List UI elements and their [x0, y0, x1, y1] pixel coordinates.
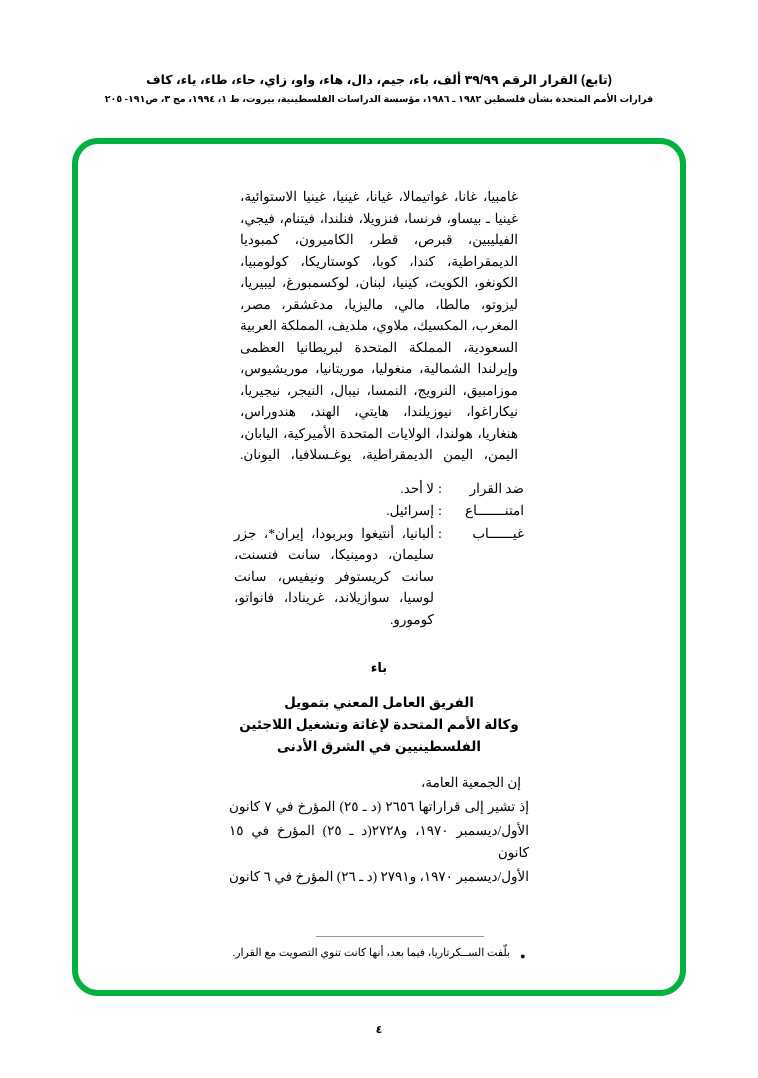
document-content: [78, 144, 680, 990]
footnote-divider: [316, 936, 484, 937]
header-title: (تابع) القرار الرقم ٣٩/٩٩ ألف، باء، جيم، دال، هاء، واو، زاي، حاء، طاء، ياء، كاف: [146, 73, 612, 87]
body-paragraph: [229, 772, 529, 888]
page-header: [0, 72, 758, 105]
vote-colon: :: [438, 525, 442, 541]
paragraph-line-1: إذ تشير إلى قراراتها ٢٦٥٦ (د ـ ٢٥) المؤرخ في ٧ كانون: [229, 799, 530, 814]
section-title-line-3: الفلسطينيين في الشرق الأدنى: [277, 739, 481, 754]
country-list-paragraph: غامبيا، غانا، غواتيمالا، غيانا، غينيا، غينيا الاستوائية، غينيا ـ بيساو، فرنسا، فنزويلا، فنلندا، فيتنام، فيجي، الفيليبين، قبرص، قطر، الكاميرون، كمبوديا الديمقراطية، كندا، كوبا، كوستاريكا، كولومبيا، الكونغو، الكويت، كينيا، لبنان، لوكسمبورغ، ليبيريا، ليزوتو، مالطا، مالي، ماليزيا، مدغشقر، مصر، المغرب، المكسيك، ملاوي، ملديف، المملكة العربية السعودية، المملكة المتحدة لبريطانيا العظمى وإيرلندا الشمالية، منغوليا، موريتانيا، موريشيوس، موزامبيق، النرويج، النمسا، نيبال، النيجر، نيجيريا، نيكاراغوا، نيوزيلندا، هايتي، الهند، هندوراس، هنغاريا، هولندا، الولايات المتحدة الأميركية، اليابان، اليمن، اليمن الديمقراطية، يوغـسلافيا، اليونان.: [240, 189, 518, 462]
paragraph-line-2: الأول/ديسمبر ١٩٧٠، و٢٧٢٨(د ـ ٢٥) المؤرخ في ١٥ كانون: [229, 823, 530, 860]
section-title-line-1: الفريق العامل المعني بتمويل: [284, 695, 474, 710]
green-border-frame: [72, 138, 686, 996]
vote-label: ضد القرار: [469, 480, 524, 496]
vote-colon: :: [438, 503, 442, 518]
vote-row: [234, 478, 524, 500]
footnote: [118, 945, 640, 964]
footnote-text: بلّفت الســكرتاريا، فيما بعد، أنها كانت تنوي التصويت مع القرار.: [232, 947, 511, 959]
vote-row: [234, 523, 524, 631]
vote-colon: :: [438, 480, 442, 496]
section-title-line-2: وكالة الأمم المتحدة لإغاثة وتشغيل اللاجئين: [239, 717, 519, 732]
header-subtitle: قرارات الأمم المتحدة بشأن فلسطين ١٩٨٢ ـ ١٩٨٦، مؤسسة الدراسات الفلسطينية، بيروت، ط ١، ١٩٩٤، مج ٣، ص١٩١- ٢٠٥: [104, 94, 654, 105]
vote-value: لا أحد.: [400, 480, 434, 496]
vote-label: غيــــــاب: [472, 525, 524, 541]
vote-value: إسرائيل.: [386, 503, 434, 518]
vote-results-block: [234, 478, 524, 631]
bullet-icon: ●: [520, 951, 526, 961]
vote-row: [234, 500, 524, 522]
intro-line: إن الجمعية العامة،: [421, 775, 521, 790]
footnote-area: [118, 936, 640, 964]
page-number: ٤: [375, 1024, 383, 1036]
section-letter: باء: [370, 660, 388, 675]
vote-value: ألبانيا، أنتيغوا وبربودا، إيران*، جزر سليمان، دومينيكا، سانت فنسنت، سانت كريستوفر ونيفيس، سانت لوسيا، سوازيلاند، غرينادا، فانواتو، كومورو.: [234, 525, 434, 627]
paragraph-line-3: الأول/ديسمبر ١٩٧٠، و٢٧٩١ (د ـ ٢٦) المؤرخ في ٦ كانون: [229, 869, 529, 884]
section-title: [118, 692, 640, 758]
vote-label: امتنـــــــاع: [465, 503, 524, 518]
